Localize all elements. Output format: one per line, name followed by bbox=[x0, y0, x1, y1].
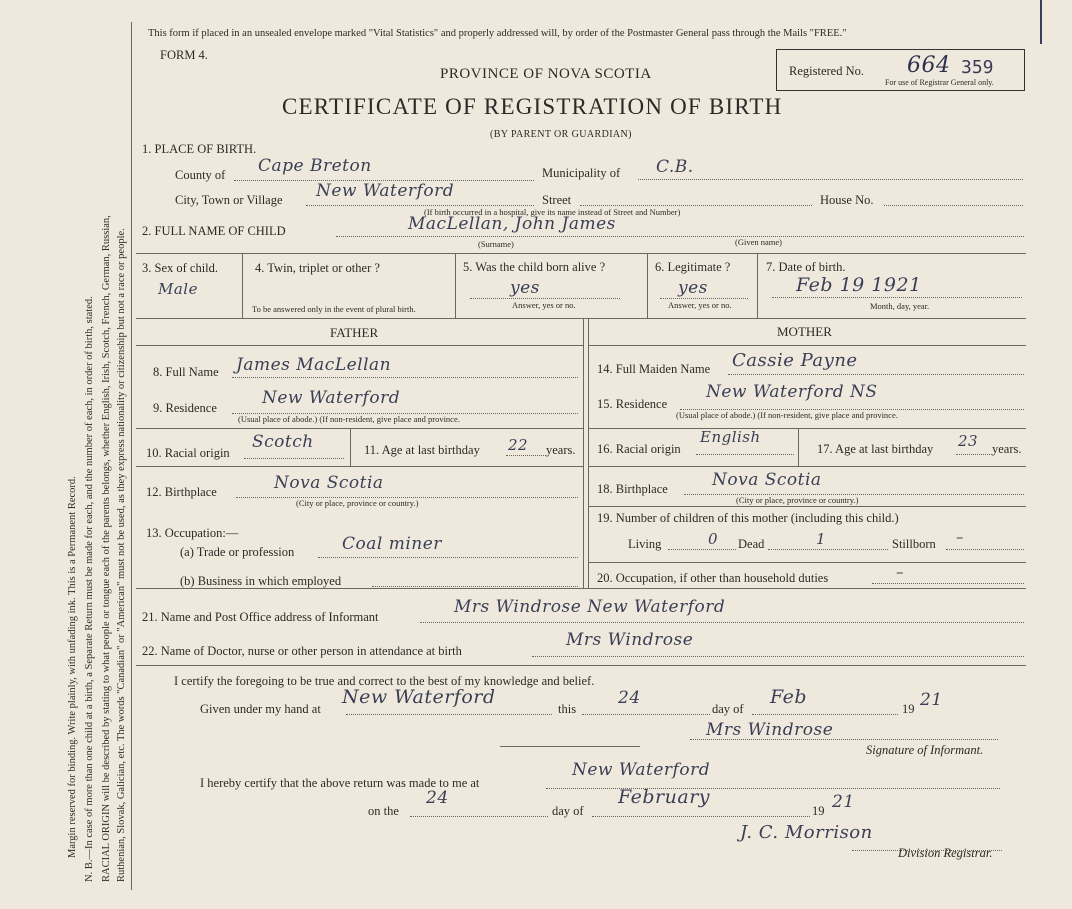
born-alive-label: 5. Was the child born alive ? bbox=[463, 260, 606, 274]
mother-years: years. bbox=[992, 442, 1022, 456]
father-age-label: 11. Age at last birthday bbox=[364, 443, 480, 457]
margin-note-4: Ruthenian, Slovak, Galician, etc. The words "Canadian" or "American" must not be used, as they express nationality or citizenship but not a race or people. bbox=[116, 228, 127, 882]
street-label: Street bbox=[542, 193, 572, 207]
mother-heading: MOTHER bbox=[777, 324, 832, 339]
child-name-label: 2. FULL NAME OF CHILD bbox=[142, 224, 286, 238]
cert-day-value: 24 bbox=[618, 688, 641, 708]
certify-statement: I certify the foregoing to be true and correct to the best of my knowledge and belief. bbox=[174, 674, 595, 688]
mother-age-label: 17. Age at last birthday bbox=[817, 442, 934, 456]
date-of-birth-note: Month, day, year. bbox=[870, 301, 930, 311]
pen-mark bbox=[1040, 0, 1042, 44]
division-registrar-label: Division Registrar. bbox=[898, 846, 993, 860]
informant-label: 21. Name and Post Office address of Informant bbox=[142, 610, 379, 624]
registrar-place-value: New Waterford bbox=[572, 760, 711, 780]
registrar-certify: I hereby certify that the above return was made to me at bbox=[200, 776, 480, 790]
hospital-note: (If birth occurred in a hospital, give its name instead of Street and Number) bbox=[424, 207, 681, 217]
father-name-value: James MacLellan bbox=[236, 355, 392, 375]
margin-note-1: Margin reserved for binding. Write plainly, with unfading ink. This is a Permanent Record. bbox=[67, 476, 78, 858]
father-trade-value: Coal miner bbox=[342, 534, 442, 554]
mother-age-value: 23 bbox=[958, 432, 979, 450]
born-alive-note: Answer, yes or no. bbox=[512, 300, 576, 310]
registrar-signature: J. C. Morrison bbox=[740, 822, 873, 843]
legitimate-value: yes bbox=[678, 278, 708, 298]
mother-children-label: 19. Number of children of this mother (including this child.) bbox=[597, 511, 899, 525]
father-age-value: 22 bbox=[508, 436, 529, 454]
mother-racial-label: 16. Racial origin bbox=[597, 442, 681, 456]
mother-name-value: Cassie Payne bbox=[732, 350, 858, 371]
signature-of-informant-label: Signature of Informant. bbox=[866, 743, 984, 757]
margin-note-2: N. B.—In case of more than one child at a birth, a Separate Return must be made for each, and the number of each, in order of birth, stated. bbox=[84, 296, 95, 882]
father-residence-value: New Waterford bbox=[262, 388, 401, 408]
stillborn-value: – bbox=[956, 528, 964, 546]
mother-birthplace-label: 18. Birthplace bbox=[597, 482, 668, 496]
margin-rule bbox=[131, 22, 132, 890]
father-name-label: 8. Full Name bbox=[153, 365, 219, 379]
father-birthplace-note: (City or place, province or country.) bbox=[296, 498, 419, 508]
dead-value: 1 bbox=[816, 530, 827, 548]
mother-birthplace-note: (City or place, province or country.) bbox=[736, 495, 859, 505]
county-label: County of bbox=[175, 168, 226, 182]
given-place-value: New Waterford bbox=[342, 686, 496, 708]
mother-birthplace-value: Nova Scotia bbox=[712, 470, 822, 490]
father-trade-label: (a) Trade or profession bbox=[180, 545, 295, 559]
given-under-label: Given under my hand at bbox=[200, 702, 321, 716]
legitimate-label: 6. Legitimate ? bbox=[655, 260, 731, 274]
place-of-birth-label: 1. PLACE OF BIRTH. bbox=[142, 142, 257, 156]
city-label: City, Town or Village bbox=[175, 193, 283, 207]
mother-name-label: 14. Full Maiden Name bbox=[597, 362, 711, 376]
registrar-day-value: 24 bbox=[426, 788, 449, 808]
father-racial-label: 10. Racial origin bbox=[146, 446, 230, 460]
father-residence-note: (Usual place of abode.) (If non-resident, give place and province. bbox=[238, 414, 460, 424]
registrar-note: For use of Registrar General only. bbox=[885, 78, 994, 87]
margin-note-3: RACIAL ORIGIN will be described by stating to what people or tongue each of the parents belongs, whether English, Irish, Scotch, French, German, Russian, bbox=[101, 215, 112, 882]
municipality-value: C.B. bbox=[656, 157, 694, 177]
document-title: CERTIFICATE OF REGISTRATION OF BIRTH bbox=[282, 94, 783, 119]
living-label: Living bbox=[628, 537, 662, 551]
registrar-year-value: 21 bbox=[832, 792, 855, 812]
born-alive-value: yes bbox=[510, 278, 540, 298]
mother-residence-value: New Waterford NS bbox=[706, 382, 878, 402]
city-value: New Waterford bbox=[316, 181, 455, 201]
legitimate-note: Answer, yes or no. bbox=[668, 300, 732, 310]
father-years: years. bbox=[546, 443, 576, 457]
house-no-label: House No. bbox=[820, 193, 874, 207]
mother-residence-label: 15. Residence bbox=[597, 397, 668, 411]
document-subtitle: (BY PARENT OR GUARDIAN) bbox=[490, 129, 632, 140]
date-of-birth-label: 7. Date of birth. bbox=[766, 260, 846, 274]
registrar-year-prefix: 19 bbox=[812, 804, 825, 818]
registrar-month-value: February bbox=[618, 786, 711, 808]
registrar-on-the: on the bbox=[368, 804, 399, 818]
mother-occupation-value: – bbox=[896, 563, 904, 581]
father-birthplace-label: 12. Birthplace bbox=[146, 485, 217, 499]
municipality-label: Municipality of bbox=[542, 166, 621, 180]
father-business-label: (b) Business in which employed bbox=[180, 574, 342, 588]
form-number: FORM 4. bbox=[160, 48, 208, 62]
mail-notice: This form if placed in an unsealed envelope marked "Vital Statistics" and properly addressed will, by order of the Postmaster General pass through the Mails "FREE." bbox=[148, 28, 847, 39]
informant-value: Mrs Windrose New Waterford bbox=[454, 597, 726, 617]
registered-label: Registered No. bbox=[789, 64, 864, 78]
surname-note: (Surname) bbox=[478, 239, 514, 249]
sex-value: Male bbox=[158, 280, 198, 298]
mother-racial-value: English bbox=[700, 428, 761, 446]
father-residence-label: 9. Residence bbox=[153, 401, 217, 415]
mother-occupation-label: 20. Occupation, if other than household duties bbox=[597, 571, 829, 585]
father-heading: FATHER bbox=[330, 325, 379, 340]
registered-number: 664 bbox=[907, 53, 951, 78]
this-label: this bbox=[558, 702, 577, 716]
binding-margin bbox=[0, 0, 132, 909]
child-name-value: MacLellan, John James bbox=[408, 214, 616, 234]
twin-note: To be answered only in the event of plural birth. bbox=[252, 304, 416, 314]
father-racial-value: Scotch bbox=[252, 432, 314, 452]
county-value: Cape Breton bbox=[258, 156, 372, 176]
father-birthplace-value: Nova Scotia bbox=[274, 473, 384, 493]
province-heading: PROVINCE OF NOVA SCOTIA bbox=[440, 66, 652, 82]
informant-signature: Mrs Windrose bbox=[706, 720, 834, 740]
cert-month-value: Feb bbox=[770, 686, 808, 708]
dead-label: Dead bbox=[738, 537, 765, 551]
cert-year-value: 21 bbox=[920, 690, 943, 710]
doctor-label: 22. Name of Doctor, nurse or other person in attendance at birth bbox=[142, 644, 462, 658]
stillborn-label: Stillborn bbox=[892, 537, 936, 551]
twin-label: 4. Twin, triplet or other ? bbox=[255, 261, 380, 275]
registrar-day-of-label: day of bbox=[552, 804, 584, 818]
registration-box bbox=[776, 49, 1025, 91]
mother-residence-note: (Usual place of abode.) (If non-resident, give place and province. bbox=[676, 410, 898, 420]
cert-day-of-label: day of bbox=[712, 702, 744, 716]
sex-label: 3. Sex of child. bbox=[142, 261, 219, 275]
father-occupation-label: 13. Occupation:— bbox=[146, 526, 239, 540]
cert-year-prefix: 19 bbox=[902, 702, 915, 716]
given-name-note: (Given name) bbox=[735, 237, 782, 247]
doctor-value: Mrs Windrose bbox=[566, 630, 694, 650]
living-value: 0 bbox=[708, 530, 719, 548]
date-of-birth-value: Feb 19 1921 bbox=[796, 274, 922, 296]
registered-stamp: 359 bbox=[961, 57, 994, 78]
